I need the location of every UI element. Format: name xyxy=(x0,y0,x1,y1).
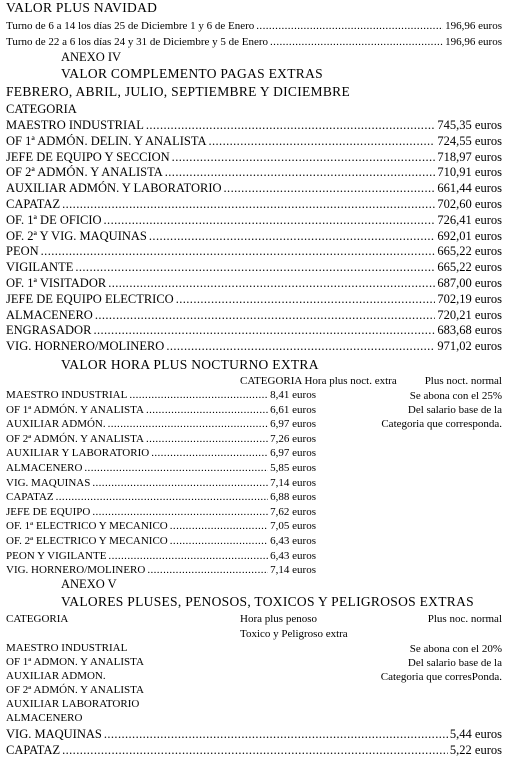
list-item: MAESTRO INDUSTRIAL xyxy=(6,642,128,654)
row-value: 6,43 euros xyxy=(270,535,316,547)
navidad-title: VALOR PLUS NAVIDAD xyxy=(6,0,158,15)
row-label: VIG. MAQUINAS xyxy=(6,476,91,489)
row-label: AUXILIAR ADMÓN. Y LABORATORIO xyxy=(6,181,222,196)
anexo4-category-header: CATEGORIA xyxy=(6,102,77,116)
row-value: 5,44 euros xyxy=(449,727,502,741)
table-row xyxy=(6,404,316,416)
row-label: VIGILANTE xyxy=(6,260,74,275)
table-row xyxy=(6,506,316,518)
table-row xyxy=(6,292,502,307)
row-label: VIG. HORNERO/MOLINERO xyxy=(6,564,146,577)
anexo5-title: ANEXO V xyxy=(61,577,117,591)
table-row xyxy=(6,213,502,228)
row-value: 5,85 euros xyxy=(270,462,316,474)
row-label: ENGRASADOR xyxy=(6,323,92,338)
table-row xyxy=(6,308,502,323)
table-row xyxy=(6,550,316,562)
row-value: 745,35 euros xyxy=(437,118,502,132)
row-label: VIG. MAQUINAS xyxy=(6,727,102,741)
row-value: 6,88 euros xyxy=(270,491,316,504)
table-row xyxy=(6,433,316,445)
row-value: 718,97 euros xyxy=(437,149,502,164)
table-row xyxy=(6,165,502,180)
row-label: OF. 1ª ELECTRICO Y MECANICO xyxy=(6,520,168,533)
navidad-row xyxy=(6,36,502,48)
row-label: OF 2ª ADMÓN. Y ANALISTA xyxy=(6,165,163,180)
row-value: 683,68 euros xyxy=(437,323,502,338)
list-item: OF 2ª ADMÓN. Y ANALISTA xyxy=(6,684,144,696)
anexo5-normal-note: Del salario base de la xyxy=(407,657,502,669)
nocturno-normal-note: Se abona con el 25% xyxy=(409,390,502,402)
row-label: OF. 1ª DE OFICIO xyxy=(6,212,102,227)
table-row xyxy=(6,389,316,401)
anexo5-subtitle: VALORES PLUSES, PENOSOS, TOXICOS Y PELIGROSOS EXTRAS xyxy=(61,594,474,609)
row-label: ALMACENERO xyxy=(6,462,83,474)
anexo5-category-header: CATEGORIA xyxy=(6,613,69,625)
table-row xyxy=(6,260,502,275)
row-label: CAPATAZ xyxy=(6,197,61,211)
row-value: 5,22 euros xyxy=(449,743,502,757)
table-row xyxy=(6,418,316,430)
row-value: 665,22 euros xyxy=(437,244,502,259)
row-label: Turno de 22 a 6 los días 24 y 31 de Diciembre y 5 de Enero xyxy=(6,36,269,48)
anexo5-normal-note: Categoria que corresPonda. xyxy=(380,671,502,683)
anexo4-months: FEBRERO, ABRIL, JULIO, SEPTIEMBRE Y DICIEMBRE xyxy=(6,84,351,99)
row-label: OF 1ª ADMÓN. Y ANALISTA xyxy=(6,403,144,416)
list-item: AUXILIAR LABORATORIO xyxy=(6,698,140,710)
table-row xyxy=(6,564,316,576)
anexo4-title: ANEXO IV xyxy=(61,50,122,64)
table-row xyxy=(6,477,316,489)
row-label: MAESTRO INDUSTRIAL xyxy=(6,118,144,132)
row-value: 6,43 euros xyxy=(270,549,316,562)
row-label: JEFE DE EQUIPO ELECTRICO xyxy=(6,291,174,306)
nocturno-col-header: CATEGORIA Hora plus noct. extra xyxy=(240,375,397,387)
row-value: 8,41 euros xyxy=(270,389,316,401)
table-row xyxy=(6,134,502,149)
row-label: OF 1ª ADMÓN. DELIN. Y ANALISTA xyxy=(6,133,207,148)
table-row xyxy=(6,727,502,742)
row-value: 7,05 euros xyxy=(270,520,316,533)
list-item: AUXILIAR ADMON. xyxy=(6,670,106,682)
nocturno-normal-note: Del salario base de la xyxy=(407,404,502,416)
row-value: 971,02 euros xyxy=(437,339,502,354)
list-item: OF 1ª ADMON. Y ANALISTA xyxy=(6,656,144,668)
anexo4-subtitle: VALOR COMPLEMENTO PAGAS EXTRAS xyxy=(61,66,323,81)
table-row xyxy=(6,339,502,354)
row-label: CAPATAZ xyxy=(6,743,61,757)
table-row xyxy=(6,535,316,547)
anexo5-col-header-2: Toxico y Peligroso extra xyxy=(240,628,348,640)
row-value: 6,97 euros xyxy=(270,418,316,431)
anexo5-normal-note: Se abona con el 20% xyxy=(409,643,502,655)
row-value: 6,97 euros xyxy=(270,447,316,460)
table-row xyxy=(6,150,502,165)
row-label: AUXILIAR ADMÓN. xyxy=(6,418,106,431)
row-value: 724,55 euros xyxy=(437,133,502,148)
row-value: 687,00 euros xyxy=(437,276,502,290)
row-label: OF. 2ª ELECTRICO Y MECANICO xyxy=(6,535,168,547)
row-label: JEFE DE EQUIPO Y SECCION xyxy=(6,149,170,164)
nocturno-title: VALOR HORA PLUS NOCTURNO EXTRA xyxy=(61,357,319,372)
table-row xyxy=(6,118,502,133)
row-value: 6,61 euros xyxy=(270,403,316,416)
table-row xyxy=(6,197,502,212)
row-label: OF. 1ª VISITADOR xyxy=(6,276,107,290)
row-value: 665,22 euros xyxy=(437,260,502,275)
row-value: 7,14 euros xyxy=(270,476,316,489)
table-row xyxy=(6,244,502,259)
row-value: 702,60 euros xyxy=(437,197,502,211)
anexo5-col-header-1: Hora plus penoso xyxy=(240,613,317,625)
table-row xyxy=(6,743,502,758)
row-value: 726,41 euros xyxy=(437,212,502,227)
row-value: 196,96 euros xyxy=(445,36,502,48)
row-label: PEON Y VIGILANTE xyxy=(6,549,107,562)
row-label: CAPATAZ xyxy=(6,491,54,504)
row-value: 7,26 euros xyxy=(270,432,316,445)
row-label: OF. 2ª Y VIG. MAQUINAS xyxy=(6,228,147,243)
table-row xyxy=(6,447,316,459)
row-value: 710,91 euros xyxy=(437,165,502,180)
row-value: 702,19 euros xyxy=(437,291,502,306)
table-row xyxy=(6,462,316,474)
table-row xyxy=(6,181,502,196)
table-row xyxy=(6,491,316,503)
row-label: OF 2ª ADMÓN. Y ANALISTA xyxy=(6,432,144,445)
table-row xyxy=(6,229,502,244)
row-value: 7,62 euros xyxy=(270,505,316,518)
row-label: Turno de 6 a 14 los días 25 de Diciembre 1 y 6 de Enero xyxy=(6,20,255,32)
row-label: VIG. HORNERO/MOLINERO xyxy=(6,339,165,354)
navidad-row xyxy=(6,20,502,32)
row-label: PEON xyxy=(6,244,39,259)
nocturno-normal-note: Categoria que corresponda. xyxy=(381,418,502,430)
table-row xyxy=(6,323,502,338)
row-value: 692,01 euros xyxy=(437,228,502,243)
anexo5-normal-header: Plus noc. normal xyxy=(427,613,502,625)
row-value: 7,14 euros xyxy=(270,564,316,577)
row-label: MAESTRO INDUSTRIAL xyxy=(6,389,128,401)
list-item: ALMACENERO xyxy=(6,712,83,724)
table-row xyxy=(6,520,316,532)
table-row xyxy=(6,276,502,291)
row-value: 720,21 euros xyxy=(437,307,502,322)
row-label: ALMACENERO xyxy=(6,307,93,322)
nocturno-normal-header: Plus noct. normal xyxy=(424,375,502,387)
row-label: JEFE DE EQUIPO xyxy=(6,505,91,518)
row-value: 196,96 euros xyxy=(445,20,502,32)
row-label: AUXILIAR Y LABORATORIO xyxy=(6,447,150,460)
row-value: 661,44 euros xyxy=(437,181,502,196)
